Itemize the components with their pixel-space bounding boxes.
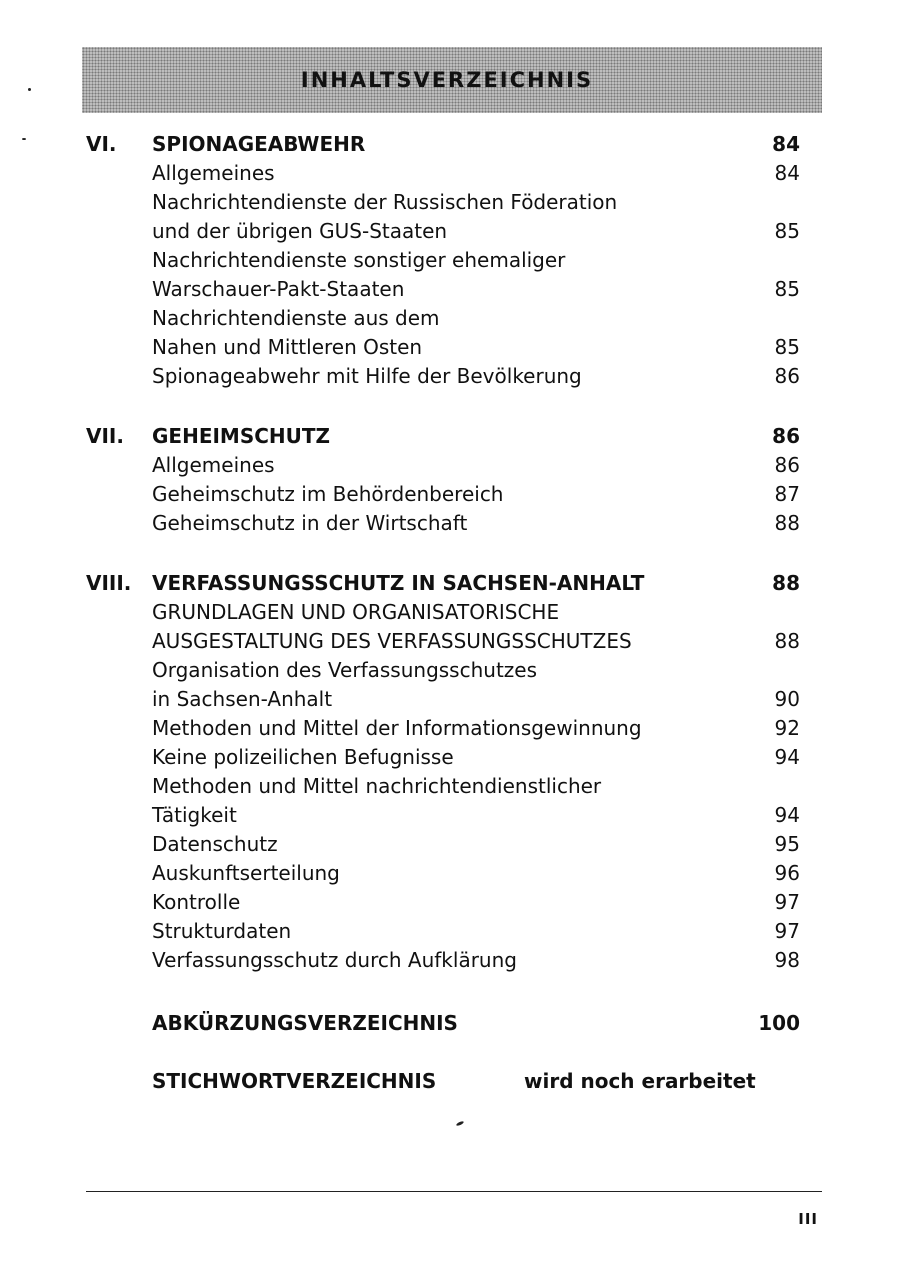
- section-number: VII.: [86, 424, 124, 448]
- entry-page: 97: [774, 919, 800, 943]
- toc-entry-continued: [0, 333, 900, 362]
- entry-text: Geheimschutz im Behördenbereich: [152, 482, 504, 506]
- toc-entry: [0, 451, 900, 480]
- toc-entry: [0, 362, 900, 391]
- toc-entry-continued: [0, 627, 900, 656]
- entry-page: 95: [774, 832, 800, 856]
- section-page: 86: [772, 424, 800, 448]
- section-title: VERFASSUNGSSCHUTZ IN SACHSEN-ANHALT: [152, 571, 645, 595]
- entry-text: Methoden und Mittel nachrichtendienstlicher: [152, 774, 602, 798]
- entry-page: 92: [774, 716, 800, 740]
- entry-page: 88: [774, 629, 800, 653]
- entry-text: Nachrichtendienste der Russischen Föderation: [152, 190, 618, 214]
- entry-text: Auskunftserteilung: [152, 861, 340, 885]
- entry-page: 85: [774, 335, 800, 359]
- entry-page: 86: [774, 364, 800, 388]
- toc-entry: [0, 188, 900, 217]
- toc-entry-continued: [0, 217, 900, 246]
- toc-entry: [0, 859, 900, 888]
- section-title: SPIONAGEABWEHR: [152, 132, 366, 156]
- header-banner: [82, 47, 822, 113]
- toc-entry: [0, 246, 900, 275]
- section-heading-vii: [0, 422, 900, 451]
- entry-text: Methoden und Mittel der Informationsgewinnung: [152, 716, 642, 740]
- scan-speck: [456, 1120, 465, 1126]
- entry-text: AUSGESTALTUNG DES VERFASSUNGSSCHUTZES: [152, 629, 632, 653]
- entry-text: und der übrigen GUS-Staaten: [152, 219, 448, 243]
- appendix-page: 100: [758, 1011, 800, 1035]
- toc-entry: [0, 917, 900, 946]
- toc-entry: [0, 743, 900, 772]
- entry-text: Allgemeines: [152, 453, 275, 477]
- toc-entry: [0, 480, 900, 509]
- toc-entry: [0, 772, 900, 801]
- page-number: III: [798, 1210, 818, 1228]
- toc-entry: [0, 830, 900, 859]
- toc-entry: [0, 598, 900, 627]
- entry-text: Allgemeines: [152, 161, 275, 185]
- entry-text: Nachrichtendienste sonstiger ehemaliger: [152, 248, 566, 272]
- toc-entry-continued: [0, 801, 900, 830]
- toc-entry: [0, 714, 900, 743]
- toc-entry: [0, 304, 900, 333]
- entry-text: Geheimschutz in der Wirtschaft: [152, 511, 468, 535]
- scan-speck: [22, 138, 26, 140]
- toc-entry-continued: [0, 685, 900, 714]
- appendix-title: ABKÜRZUNGSVERZEICHNIS: [152, 1011, 458, 1035]
- appendix-abkuerzungsverzeichnis: [0, 1009, 900, 1038]
- section-heading-viii: [0, 569, 900, 598]
- section-heading-vi: [0, 130, 900, 159]
- entry-text: GRUNDLAGEN UND ORGANISATORISCHE: [152, 600, 560, 624]
- footer-divider: [86, 1191, 822, 1192]
- entry-page: 84: [774, 161, 800, 185]
- entry-text: Organisation des Verfassungsschutzes: [152, 658, 538, 682]
- entry-text: Nachrichtendienste aus dem: [152, 306, 440, 330]
- section-page: 88: [772, 571, 800, 595]
- toc-entry: [0, 159, 900, 188]
- entry-page: 94: [774, 803, 800, 827]
- entry-text: Warschauer-Pakt-Staaten: [152, 277, 405, 301]
- entry-text: Verfassungsschutz durch Aufklärung: [152, 948, 517, 972]
- entry-page: 94: [774, 745, 800, 769]
- entry-page: 87: [774, 482, 800, 506]
- entry-text: Datenschutz: [152, 832, 278, 856]
- entry-page: 88: [774, 511, 800, 535]
- toc-entry: [0, 656, 900, 685]
- entry-page: 96: [774, 861, 800, 885]
- entry-text: Nahen und Mittleren Osten: [152, 335, 423, 359]
- entry-page: 90: [774, 687, 800, 711]
- entry-text: Keine polizeilichen Befugnisse: [152, 745, 454, 769]
- entry-page: 98: [774, 948, 800, 972]
- page-title: INHALTSVERZEICHNIS: [300, 68, 594, 92]
- appendix-note: wird noch erarbeitet: [524, 1069, 756, 1093]
- entry-text: Spionageabwehr mit Hilfe der Bevölkerung: [152, 364, 582, 388]
- entry-page: 85: [774, 277, 800, 301]
- scan-speck: [28, 88, 31, 91]
- toc-entry: [0, 946, 900, 975]
- entry-text: Tätigkeit: [152, 803, 237, 827]
- toc-entry-continued: [0, 275, 900, 304]
- appendix-stichwortverzeichnis: [0, 1067, 900, 1096]
- toc-entry: [0, 888, 900, 917]
- entry-text: Strukturdaten: [152, 919, 292, 943]
- entry-text: in Sachsen-Anhalt: [152, 687, 333, 711]
- section-number: VIII.: [86, 571, 132, 595]
- entry-page: 86: [774, 453, 800, 477]
- appendix-title: STICHWORTVERZEICHNIS: [152, 1069, 437, 1093]
- entry-text: Kontrolle: [152, 890, 241, 914]
- entry-page: 85: [774, 219, 800, 243]
- toc-entry: [0, 509, 900, 538]
- entry-page: 97: [774, 890, 800, 914]
- section-title: GEHEIMSCHUTZ: [152, 424, 331, 448]
- section-page: 84: [772, 132, 800, 156]
- section-number: VI.: [86, 132, 117, 156]
